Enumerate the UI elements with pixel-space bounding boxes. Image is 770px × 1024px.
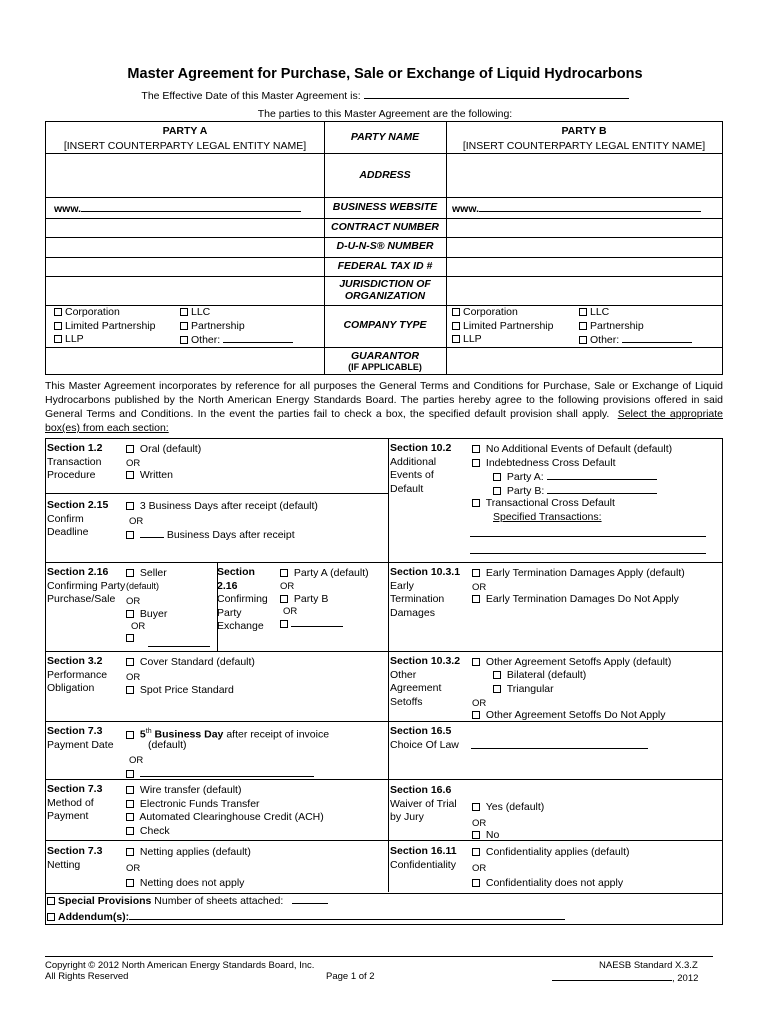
footer-rights: All Rights Reserved [45, 971, 129, 982]
section-7-3-method-label [47, 783, 125, 824]
sheets-field[interactable] [292, 894, 328, 904]
table-divider [446, 122, 447, 374]
row-line [46, 218, 722, 219]
s10-2-party-b[interactable] [493, 484, 657, 498]
checkbox[interactable] [280, 620, 288, 628]
row-line [46, 493, 388, 494]
checkbox[interactable] [472, 499, 480, 507]
option-label: Seller [139, 567, 167, 579]
or-text: OR [472, 582, 487, 593]
s2-16-party-a-option[interactable] [280, 567, 369, 580]
default-note: (default) [126, 581, 160, 591]
label-company-type: COMPANY TYPE [343, 319, 427, 331]
label-guarantor: GUARANTOR [350, 350, 420, 362]
section-name: Waiver of Trial by Jury [390, 797, 457, 823]
checkbox[interactable] [280, 569, 288, 577]
specified-transactions-label: Specified Transactions: [493, 511, 602, 523]
addendum-field[interactable] [129, 910, 565, 920]
s2-15-default-option[interactable] [126, 500, 318, 513]
default-note: (default) [148, 739, 187, 751]
or-text: OR [126, 672, 141, 683]
checkbox[interactable] [579, 322, 587, 330]
checkbox-row[interactable] [452, 333, 553, 347]
option-label: Transactional Cross Default [485, 497, 615, 509]
checkbox[interactable] [280, 595, 288, 603]
or-text: OR [126, 863, 141, 874]
option-label: Triangular [506, 683, 554, 695]
checkbox[interactable] [126, 569, 134, 577]
checkbox-row[interactable] [579, 320, 692, 334]
label-guarantor-note: (IF APPLICABLE) [348, 362, 422, 372]
checkbox-row[interactable] [180, 333, 293, 348]
effective-date-line [0, 89, 770, 102]
checkbox-row[interactable] [126, 825, 324, 839]
s10-2-transactional-option[interactable] [472, 497, 615, 510]
checkbox[interactable] [126, 658, 134, 666]
addendum-row[interactable] [47, 910, 565, 924]
section-2-16-label [47, 566, 127, 607]
checkbox[interactable] [472, 595, 480, 603]
checkbox[interactable] [493, 487, 501, 495]
s16-11-applies-option[interactable] [472, 846, 630, 859]
checkbox[interactable] [579, 308, 587, 316]
or-text: OR [129, 755, 144, 766]
section-name: Transaction Procedure [47, 455, 102, 481]
effective-date-label: The Effective Date of this Master Agreement is: [141, 90, 361, 102]
or-text: OR [129, 516, 144, 527]
checkbox[interactable] [126, 827, 134, 835]
checkbox-row[interactable] [579, 306, 692, 320]
section-16-5-label [390, 725, 470, 752]
section-number: 2.16 [217, 579, 238, 592]
row-line [46, 237, 722, 238]
checkbox[interactable] [126, 879, 134, 887]
s3-2-spot-option[interactable] [126, 684, 234, 697]
footer-date [552, 971, 698, 984]
checkbox-row[interactable] [126, 811, 324, 825]
party-a-header: PARTY A [162, 125, 208, 137]
party-b-website-field[interactable] [479, 202, 701, 212]
s10-3-2-bilateral-option[interactable] [493, 669, 586, 682]
checkbox-row[interactable] [452, 320, 553, 334]
www-prefix: www. [54, 203, 82, 215]
option-label: Oral (default) [139, 443, 202, 455]
option-label: Partnership [590, 319, 644, 332]
s7-3-netting-not-apply[interactable] [126, 877, 244, 890]
checkbox[interactable] [126, 848, 134, 856]
or-text: OR [283, 606, 298, 617]
row-line [46, 562, 722, 563]
option-label: Automated Clearinghouse Credit (ACH) [139, 811, 324, 824]
label-party-name: PARTY NAME [350, 131, 420, 143]
section-10-3-2-label [390, 655, 468, 709]
or-text: OR [472, 818, 487, 829]
blank-line[interactable] [291, 617, 343, 627]
footer-standard: NAESB Standard X.3.Z [599, 960, 698, 971]
checkbox[interactable] [472, 803, 480, 811]
checkbox[interactable] [47, 897, 55, 905]
option-label: Party A: [506, 471, 544, 483]
checkbox[interactable] [54, 335, 62, 343]
party-a-company-types [54, 306, 155, 347]
option-label: Netting does not apply [139, 877, 245, 889]
footer-copyright: Copyright © 2012 North American Energy Standards Board, Inc. [45, 960, 315, 971]
checkbox-row[interactable] [452, 306, 553, 320]
checkbox[interactable] [126, 634, 134, 642]
option-label: Bilateral (default) [506, 669, 587, 681]
option-label: after receipt of invoice [223, 728, 330, 741]
option-label: Yes (default) [485, 801, 545, 813]
checkbox[interactable] [493, 473, 501, 481]
option-label: Party A (default) [293, 567, 369, 579]
footer-rule [45, 956, 713, 957]
days-field[interactable] [140, 528, 164, 538]
checkbox[interactable] [579, 336, 587, 344]
s10-3-2-apply-option[interactable] [472, 656, 671, 669]
section-name: Method of Payment [47, 796, 94, 822]
checkbox[interactable] [47, 913, 55, 921]
option-label: Wire transfer (default) [139, 784, 242, 796]
party-a-website-field[interactable] [81, 202, 301, 212]
section-number: Section 16.6 [390, 784, 452, 796]
checkbox-row[interactable] [126, 798, 324, 812]
section-number: Section 16.5 [390, 725, 452, 737]
checkbox[interactable] [126, 786, 134, 794]
checkbox[interactable] [54, 322, 62, 330]
option-label: Early Termination Damages Do Not Apply [485, 593, 679, 605]
select-instruction: Select the appropriate box(es) from each section: [45, 408, 724, 434]
footer-page: Page 1 of 2 [326, 971, 375, 982]
section-name: Payment Date [47, 738, 114, 751]
s2-16-exchange-other[interactable] [280, 617, 343, 631]
row-line [46, 257, 722, 258]
s2-16-other-field[interactable] [148, 637, 210, 651]
s10-3-1-apply-option[interactable] [472, 567, 685, 580]
s7-3-other-option[interactable] [126, 767, 314, 781]
document-title: Master Agreement for Purchase, Sale or Exchange of Liquid Hydrocarbons [127, 66, 643, 82]
checkbox[interactable] [180, 308, 188, 316]
checkbox-row[interactable] [579, 333, 692, 348]
section-number: Section 10.2 [390, 442, 452, 454]
s10-3-2-not-apply-option[interactable] [472, 709, 666, 722]
section-2-15-label [47, 499, 125, 540]
section-2-16-exchange-label [217, 566, 282, 634]
section-7-3-netting-label [47, 845, 125, 872]
option-label: No Additional Events of Default (default) [485, 443, 673, 455]
section-number: Section 1.2 [47, 442, 103, 454]
other-field[interactable] [223, 333, 293, 343]
label-contract-number: CONTRACT NUMBER [331, 221, 439, 233]
party-a-entity: [INSERT COUNTERPARTY LEGAL ENTITY NAME] [63, 140, 307, 152]
label-business-website: BUSINESS WEBSITE [332, 201, 438, 213]
s1-2-oral-option[interactable] [126, 443, 201, 456]
paragraph-text: This Master Agreement incorporates by reference for all purposes the General Terms and Conditions for Purchase, Sale or Exchange of Liquid Hydrocarbons published by the North American Energy Standards Board. The parties hereby agree to the following provisions offered in said General Terms and Conditions. In the event the parties fail to check a box, the specified default provision shall apply. [45, 380, 723, 420]
section-number: Section 2.15 [47, 499, 109, 511]
option-label: Early Termination Damages Apply (default) [485, 567, 685, 579]
or-text: OR [126, 458, 141, 469]
section-name: Performance Obligation [47, 668, 108, 694]
section-7-3-payment-date-label [47, 725, 125, 752]
checkbox[interactable] [126, 531, 134, 539]
row-line [46, 153, 722, 154]
section-number: Section 7.3 [47, 725, 103, 737]
s10-2-indebtedness-option[interactable] [472, 457, 616, 470]
party-b-entity: [INSERT COUNTERPARTY LEGAL ENTITY NAME] [462, 140, 706, 152]
option-label: Netting applies (default) [139, 846, 251, 858]
party-b-website[interactable] [452, 202, 701, 215]
checkbox-row[interactable] [54, 333, 155, 347]
or-text: OR [472, 698, 487, 709]
option-label: LLC [191, 306, 211, 318]
option-label: Business Days after receipt [166, 529, 295, 541]
day-number: 5 [139, 728, 146, 741]
checkbox[interactable] [180, 322, 188, 330]
option-label: Other: [191, 334, 221, 346]
section-name: Confirming Party Purchase/Sale [47, 579, 126, 605]
section-name: Netting [47, 858, 81, 871]
s10-3-1-not-apply-option[interactable] [472, 593, 679, 606]
option-label: Other Agreement Setoffs Do Not Apply [485, 709, 666, 721]
s10-2-party-a[interactable] [493, 470, 657, 484]
checkbox[interactable] [472, 711, 480, 719]
option-label: Corporation [65, 306, 120, 318]
checkbox-row[interactable] [54, 306, 155, 320]
blank-line[interactable] [470, 553, 706, 554]
option-label: Indebtedness Cross Default [485, 457, 616, 469]
checkbox-row[interactable] [54, 320, 155, 334]
option-label: Limited Partnership [463, 319, 554, 332]
section-number: Section 2.16 [47, 566, 109, 578]
s2-16-seller-option[interactable] [126, 567, 167, 580]
label-duns-number: D-U-N-S® NUMBER [336, 240, 434, 252]
incorporation-paragraph [45, 379, 723, 435]
s7-3-method-options [126, 784, 324, 839]
ordinal-suffix: th [145, 728, 152, 735]
option-label: Check [139, 825, 170, 838]
checkbox[interactable] [126, 813, 134, 821]
section-1-2-label [47, 442, 119, 483]
checkbox[interactable] [472, 459, 480, 467]
section-name: Confidentiality [390, 858, 456, 871]
special-provisions-label: Special Provisions [58, 895, 152, 907]
checkbox[interactable] [452, 322, 460, 330]
row-line [46, 651, 722, 652]
checkbox[interactable] [54, 308, 62, 316]
section-name: Early Termination Damages [390, 579, 445, 619]
option-label: Buyer [139, 608, 168, 620]
parties-intro: The parties to this Master Agreement are the following: [257, 108, 513, 120]
checkbox-row[interactable] [180, 306, 293, 320]
checkbox[interactable] [472, 658, 480, 666]
checkbox[interactable] [126, 731, 134, 739]
option-label: Electronic Funds Transfer [139, 797, 260, 810]
checkbox[interactable] [126, 610, 134, 618]
row-line [46, 276, 722, 277]
or-text: OR [280, 581, 295, 592]
s16-11-not-apply-option[interactable] [472, 877, 623, 890]
option-label: Corporation [463, 306, 518, 318]
or-text: OR [126, 596, 141, 607]
checkbox[interactable] [180, 336, 188, 344]
checkbox-row[interactable] [180, 320, 293, 334]
party-b-header: PARTY B [561, 125, 607, 137]
option-label: Party B [293, 593, 329, 605]
checkbox[interactable] [472, 879, 480, 887]
checkbox[interactable] [126, 770, 134, 778]
option-label: Written [139, 469, 173, 481]
option-label: No [485, 829, 500, 841]
section-number: Section 7.3 [47, 783, 103, 795]
option-label: Limited Partnership [65, 319, 156, 332]
section-name: Confirming Party Exchange [217, 593, 268, 632]
checkbox[interactable] [493, 685, 501, 693]
option-label: Other: [590, 334, 620, 346]
footer-year: , 2012 [672, 973, 699, 984]
checkbox[interactable] [126, 800, 134, 808]
s7-3-netting-applies[interactable] [126, 846, 251, 859]
checkbox[interactable] [126, 471, 134, 479]
option-label: LLP [65, 333, 84, 345]
party-b-company-types-2 [579, 306, 692, 348]
s10-3-2-triangular-option[interactable] [493, 683, 554, 696]
blank-line[interactable] [140, 767, 314, 777]
checkbox[interactable] [472, 569, 480, 577]
checkbox[interactable] [126, 502, 134, 510]
section-10-2-label [390, 442, 465, 496]
option-bold: Business Day [151, 728, 224, 741]
section-number: Section 3.2 [47, 655, 103, 667]
section-divider [388, 439, 389, 892]
checkbox[interactable] [493, 671, 501, 679]
label-jurisdiction: JURISDICTION OF ORGANIZATION [339, 278, 431, 302]
s16-6-no-option[interactable] [472, 829, 499, 842]
s16-6-yes-option[interactable] [472, 801, 544, 814]
special-provisions-row[interactable] [47, 894, 328, 908]
option-label: Cover Standard (default) [139, 656, 255, 668]
or-text: OR [131, 621, 146, 632]
party-b-company-types [452, 306, 553, 347]
option-label: Spot Price Standard [139, 684, 234, 696]
option-label: Partnership [191, 319, 245, 332]
blank-line[interactable] [547, 470, 657, 480]
row-line [46, 840, 722, 841]
checkbox[interactable] [126, 686, 134, 694]
section-name: Confirm Deadline [47, 512, 89, 538]
checkbox[interactable] [472, 445, 480, 453]
section-number: Section [217, 566, 255, 578]
section-3-2-label [47, 655, 125, 696]
option-label: Other Agreement Setoffs Apply (default) [485, 656, 672, 668]
s1-2-written-option[interactable] [126, 469, 173, 482]
blank-line[interactable] [470, 536, 706, 537]
special-provisions-text: Number of sheets attached: [151, 895, 284, 907]
section-name: Other Agreement Setoffs [390, 668, 442, 708]
party-table [45, 121, 723, 375]
option-label: Party B: [506, 485, 545, 497]
s2-15-custom-option[interactable] [126, 528, 295, 542]
blank-line[interactable] [148, 637, 210, 647]
date-field[interactable] [552, 971, 672, 981]
effective-date-field[interactable] [364, 89, 629, 99]
choice-of-law-field[interactable] [471, 748, 648, 749]
section-16-11-label [390, 845, 470, 872]
s3-2-cover-option[interactable] [126, 656, 255, 669]
section-name: Choice Of Law [390, 738, 459, 751]
row-line [46, 197, 722, 198]
option-label: Confidentiality applies (default) [485, 846, 630, 858]
checkbox[interactable] [472, 831, 480, 839]
checkbox-row[interactable] [126, 784, 324, 798]
s2-16-other-option[interactable] [126, 632, 137, 645]
section-number: Section 7.3 [47, 845, 103, 857]
section-number: Section 10.3.1 [390, 566, 461, 578]
option-label: LLP [463, 333, 482, 345]
label-address: ADDRESS [359, 169, 411, 181]
party-a-website[interactable] [54, 202, 301, 215]
label-federal-tax-id: FEDERAL TAX ID # [337, 260, 433, 272]
checkbox[interactable] [452, 335, 460, 343]
section-number: Section 16.11 [390, 845, 457, 857]
section-10-3-1-label [390, 566, 470, 620]
party-a-company-types-2 [180, 306, 293, 348]
option-label: 3 Business Days after receipt (default) [139, 500, 318, 512]
section-16-6-label [390, 784, 470, 825]
option-label: LLC [590, 306, 610, 318]
www-prefix: www. [452, 203, 480, 215]
checkbox[interactable] [126, 445, 134, 453]
blank-line[interactable] [547, 484, 657, 494]
s10-2-no-events-option[interactable] [472, 443, 672, 456]
other-field[interactable] [622, 333, 692, 343]
checkbox[interactable] [472, 848, 480, 856]
option-label: Confidentiality does not apply [485, 877, 624, 889]
or-text: OR [472, 863, 487, 874]
section-name: Additional Events of Default [390, 455, 437, 495]
section-number: Section 10.3.2 [390, 655, 461, 667]
addendum-label: Addendum(s): [58, 911, 130, 923]
checkbox[interactable] [452, 308, 460, 316]
